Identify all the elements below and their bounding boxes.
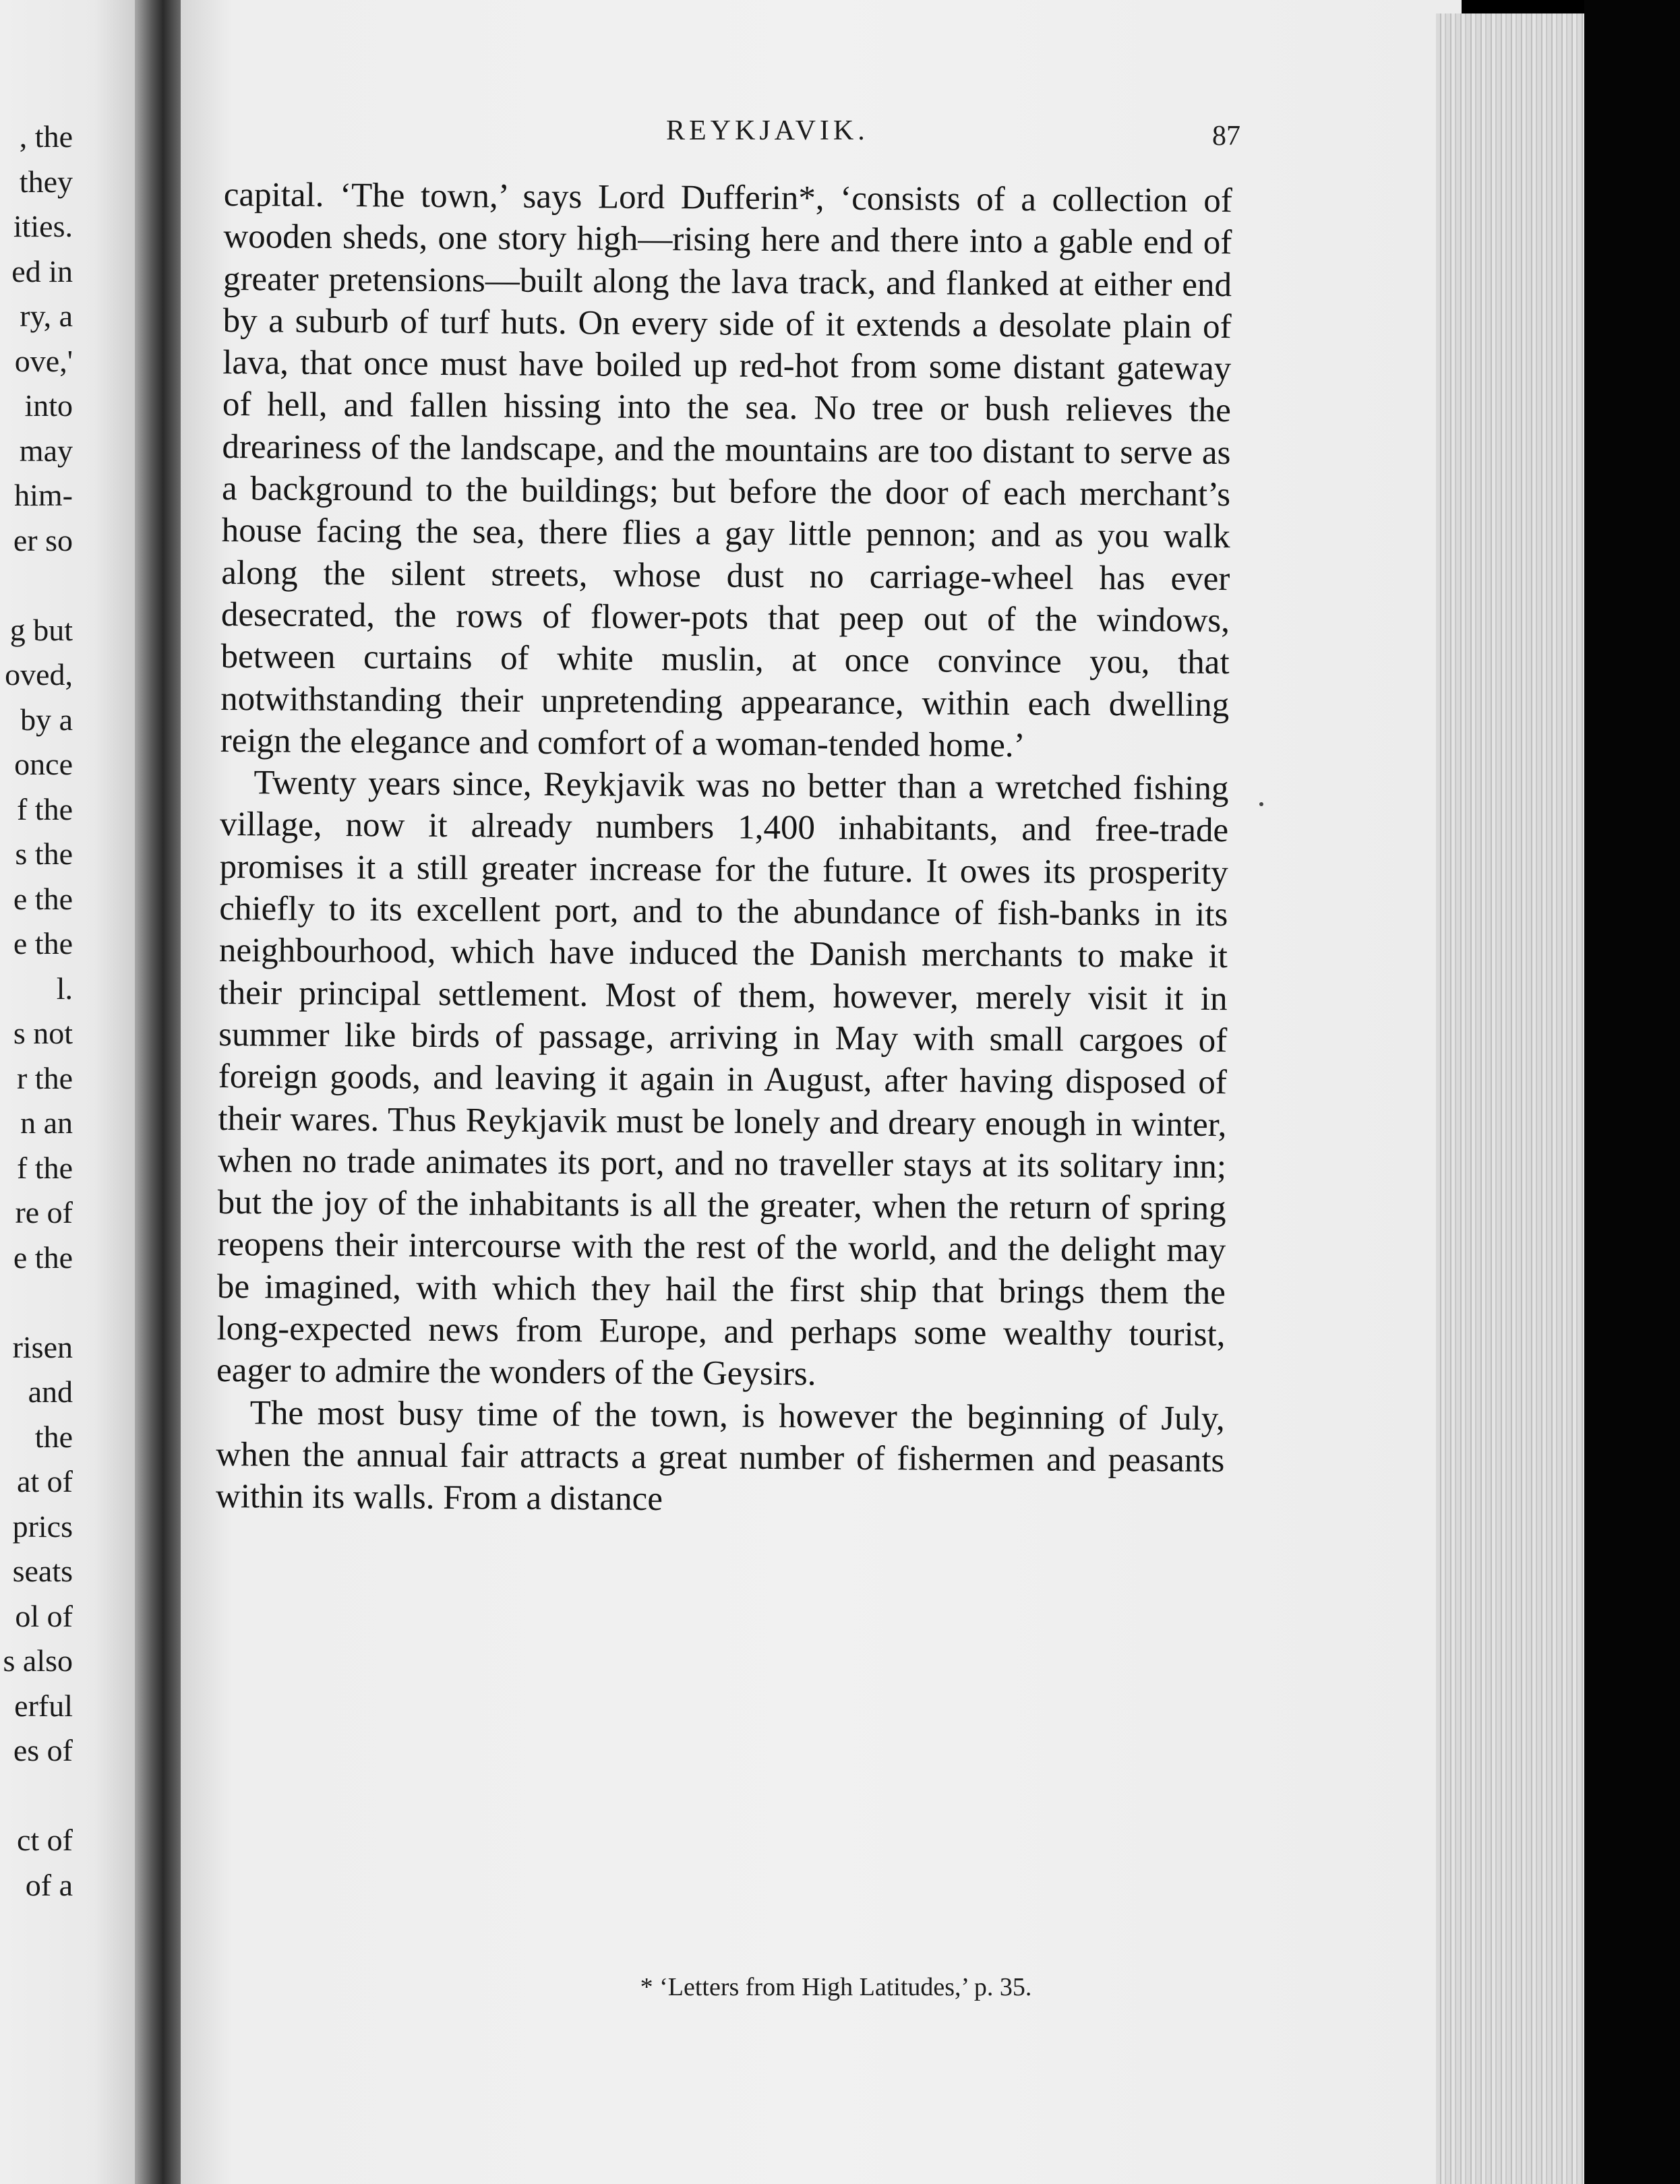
left-page-line-fragment: of a bbox=[25, 1867, 73, 1902]
left-page-text-fragments bbox=[0, 115, 135, 1908]
left-page-line-fragment: ct of bbox=[16, 1823, 73, 1857]
left-page-line-fragment: f the bbox=[16, 1150, 73, 1185]
left-page-line-fragment: s the bbox=[15, 837, 73, 871]
left-page-line-fragment: him- bbox=[14, 478, 73, 512]
left-page-line-fragment: prics bbox=[12, 1509, 73, 1544]
left-page-line-fragment: ol of bbox=[15, 1598, 73, 1633]
left-page-line-fragment: n an bbox=[20, 1105, 73, 1140]
left-page-line-fragment: ove,' bbox=[14, 343, 73, 378]
running-head: REYKJAVIK. bbox=[666, 115, 869, 146]
paragraph-3: The most busy time of the town, is however the beginning of July, when the annual fair attracts a great number of fishermen and peasants within its walls. From a distance bbox=[215, 1393, 1225, 1519]
left-page-line-fragment: es of bbox=[13, 1733, 73, 1767]
left-page-line-fragment: they bbox=[19, 164, 73, 199]
left-page-line-fragment: er so bbox=[13, 522, 73, 557]
book-cover-edge bbox=[1584, 0, 1680, 2184]
left-page-line-fragment bbox=[0, 1280, 73, 1325]
left-page-line-fragment: at of bbox=[16, 1464, 73, 1498]
paragraph-1: capital. ‘The town,’ says Lord Dufferin*, ‘consists of a collection of wooden sheds, one story high—rising here and there into a gable end of greater pretensions—built along the lava track, and flanked at either end by a suburb of turf huts. On every side of it extends a desolate plain of lava, that once must have boiled up red-hot from some distant gateway of hell, and fallen hissing into the sea. No tree or bush relieves the dreariness of the landscape, and the mountains are too distant to serve as a background to the buildings; but before the door of each merchant’s house facing the sea, there flies a gay little pennon; and as you walk along the silent streets, whose dust no carriage-wheel has ever desecrated, the rows of flower-pots that peep out of the windows, between curtains of white muslin, at once convince you, that notwithstanding their unpretending appearance, within each dwelling reign the elegance and comfort of a woman-tended home.’ bbox=[220, 175, 1232, 765]
left-page-line-fragment: f the bbox=[16, 791, 73, 826]
left-page-line-fragment: may bbox=[19, 433, 73, 468]
book-gutter bbox=[135, 0, 182, 2184]
page-edges bbox=[1436, 13, 1584, 2184]
body-text bbox=[216, 174, 1232, 1524]
left-page-line-fragment: erful bbox=[14, 1688, 73, 1723]
left-page-line-fragment: r the bbox=[16, 1060, 73, 1095]
left-page-line-fragment: by a bbox=[20, 702, 73, 737]
left-page-line-fragment: ed in bbox=[11, 253, 73, 289]
left-page-line-fragment: and bbox=[28, 1374, 73, 1409]
left-page-line-fragment: s not bbox=[13, 1016, 73, 1050]
left-page-line-fragment: into bbox=[24, 388, 73, 423]
page-header bbox=[181, 115, 1462, 162]
left-page-line-fragment bbox=[0, 563, 73, 608]
left-page-line-fragment: l. bbox=[56, 971, 73, 1006]
left-page-line-fragment: e the bbox=[13, 926, 73, 961]
left-page-line-fragment: e the bbox=[13, 1240, 73, 1275]
footnote: * ‘Letters from High Latitudes,’ p. 35. bbox=[640, 1973, 1032, 2001]
left-page-line-fragment: seats bbox=[12, 1554, 73, 1588]
left-page-line-fragment: s also bbox=[3, 1643, 73, 1678]
left-page-line-fragment bbox=[0, 1773, 73, 1819]
left-page-line-fragment: risen bbox=[12, 1329, 73, 1364]
left-facing-page bbox=[0, 0, 135, 2184]
paragraph-2: Twenty years since, Reykjavik was no better than a wretched fishing village, now it already numbers 1,400 inhabitants, and free-trade promises it a still greater increase for the future. It owes its prosperity chiefly to its excellent port, and to the abundance of fish-banks in its neighbourhood, which have induced the Danish merchants to make it their principal settlement. Most of them, however, merely visit it in summer like birds of passage, arriving in May with small cargoes of foreign goods, and leaving it again in August, after having disposed of their wares. Thus Reykjavik must be lonely and dreary enough in winter, when no trade animates its port, and no traveller stays at its solitary inn; but the joy of the inhabitants is all the greater, when the return of spring reopens their intercourse with the rest of the world, and the delight may be imagined, with which they hail the first ship that brings them the long-expected news from Europe, and perhaps some wealthy tourist, eager to admire the wonders of the Geysirs. bbox=[216, 764, 1229, 1393]
left-page-line-fragment: the bbox=[34, 1419, 73, 1454]
left-page-line-fragment: g but bbox=[9, 612, 73, 647]
left-page-line-fragment: oved, bbox=[5, 657, 73, 692]
page-number: 87 bbox=[1212, 121, 1240, 152]
left-page-line-fragment: ities. bbox=[13, 209, 73, 243]
left-page-line-fragment: , the bbox=[19, 119, 73, 154]
scan-speck bbox=[1259, 802, 1263, 806]
left-page-line-fragment: e the bbox=[13, 881, 73, 916]
left-page-line-fragment: once bbox=[14, 747, 73, 781]
left-page-line-fragment: re of bbox=[15, 1195, 73, 1230]
left-page-line-fragment: ry, a bbox=[20, 299, 73, 333]
